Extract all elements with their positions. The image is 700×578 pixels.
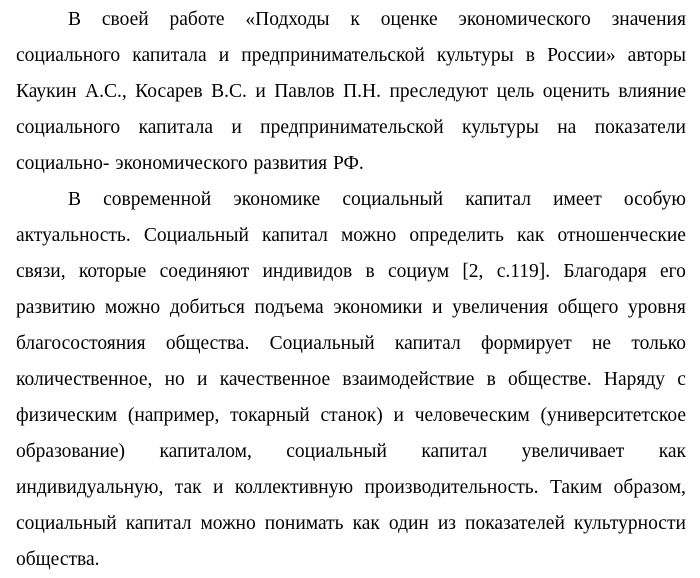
text-line (16, 146, 686, 182)
word: подъема (254, 297, 324, 318)
text-line (16, 38, 686, 74)
word: социум (387, 261, 450, 282)
word: отношенческие (557, 225, 686, 246)
word: уровня (628, 297, 686, 318)
word: коллективную (234, 477, 354, 498)
word: России» (547, 45, 616, 66)
word: предпринимательской (241, 45, 425, 66)
word: в (365, 261, 375, 282)
word: Благодаря (563, 261, 647, 282)
word: имеет (553, 189, 602, 210)
word: и (255, 81, 266, 102)
word: влияние (618, 81, 686, 102)
word: но (164, 369, 185, 390)
word: капитала (138, 117, 213, 138)
text-line (16, 290, 686, 326)
word: Каукин (16, 81, 77, 102)
word: работе (169, 9, 225, 30)
word: токарный (230, 405, 310, 426)
word: связи, (16, 261, 66, 282)
word: показатели (594, 117, 686, 138)
word: А.С., (84, 81, 127, 102)
word: социальный (342, 189, 444, 210)
word: предпринимательской (260, 117, 444, 138)
word: оценить (542, 81, 610, 102)
word: «Подходы (245, 9, 330, 30)
word: один (388, 513, 429, 534)
word: РФ. (333, 153, 364, 174)
word: человеческим (414, 405, 530, 426)
word: цель (496, 81, 535, 102)
word: в (525, 45, 535, 66)
word: (например, (127, 405, 220, 426)
word: обществе. (508, 369, 592, 390)
word: социально- (16, 153, 116, 174)
word: увеличения (452, 297, 549, 318)
word: особую (623, 189, 686, 210)
word: Косарев (135, 81, 203, 102)
word: общего (557, 297, 619, 318)
text-line (16, 434, 686, 470)
word: добиться (169, 297, 245, 318)
word: (университетское (540, 405, 686, 426)
text-line (16, 182, 686, 218)
word: капиталом, (159, 441, 252, 462)
word: и (432, 297, 443, 318)
word: так (174, 477, 202, 498)
word: своей (101, 9, 149, 30)
word: и (231, 117, 242, 138)
word: определить (409, 225, 504, 246)
word: Социальный (269, 333, 375, 354)
text-line (16, 542, 686, 578)
word: понимать (264, 513, 344, 534)
word: и (393, 405, 404, 426)
word: с.119]. (496, 261, 551, 282)
word: на (557, 117, 577, 138)
word: развития (253, 153, 334, 174)
word: культуры (436, 45, 514, 66)
word: из (437, 513, 457, 534)
text-line (16, 326, 686, 362)
word: социального (16, 45, 121, 66)
word: капитал (421, 441, 488, 462)
word: капитала (132, 45, 207, 66)
word: можно (200, 513, 256, 534)
word: капитал (125, 513, 192, 534)
word: только (631, 333, 686, 354)
word: как (658, 441, 686, 462)
word: Таким (549, 477, 603, 498)
word: социальный (286, 441, 387, 462)
word: социального (16, 117, 121, 138)
word: оценке (380, 9, 438, 30)
word: Наряду (603, 369, 666, 390)
word: с (677, 369, 686, 390)
word: развитию (16, 297, 96, 318)
word: В (68, 9, 82, 30)
word: как (517, 225, 545, 246)
word: общества. (16, 549, 100, 570)
word: П.Н. (343, 81, 381, 102)
word: экономике (233, 189, 321, 210)
word: актуальность. (16, 225, 131, 246)
word: культуры (462, 117, 539, 138)
word: социальный (16, 513, 117, 534)
word: взаимодействие (342, 369, 475, 390)
text-line (16, 254, 686, 290)
word: увеличивает (521, 441, 625, 462)
text-line (16, 506, 686, 542)
word: общества. (165, 333, 250, 354)
word: его (659, 261, 686, 282)
word: и (218, 45, 230, 66)
text-line (16, 398, 686, 434)
word: и (197, 369, 208, 390)
word: капитал (394, 333, 461, 354)
word: производительность. (364, 477, 539, 498)
word: [2, (462, 261, 484, 282)
word: индивидов (262, 261, 353, 282)
word: экономического (458, 9, 591, 30)
word: преследуют (389, 81, 489, 102)
word: которые (78, 261, 147, 282)
word: экономического (115, 153, 254, 174)
word: к (350, 9, 360, 30)
word: показателей (465, 513, 565, 534)
word: образом, (613, 477, 686, 498)
word: можно (104, 297, 161, 318)
word: капитал (262, 225, 328, 246)
word: можно (340, 225, 397, 246)
text-line (16, 218, 686, 254)
text-line (16, 362, 686, 398)
word: физическим (16, 405, 118, 426)
word: авторы (627, 45, 686, 66)
text-line (16, 2, 686, 38)
word: количественное, (16, 369, 153, 390)
word: в (486, 369, 496, 390)
word: и (213, 477, 224, 498)
word: В (68, 189, 82, 210)
word: формирует (480, 333, 572, 354)
word: благосостояния (16, 333, 146, 354)
paragraph-1 (16, 2, 686, 182)
text-line (16, 470, 686, 506)
word: качественное (219, 369, 331, 390)
word: В.С. (211, 81, 247, 102)
word: не (592, 333, 612, 354)
word: культурности (573, 513, 686, 534)
word: Павлов (274, 81, 335, 102)
paragraph-2 (16, 182, 686, 578)
word: экономики (333, 297, 423, 318)
word: значения (611, 9, 686, 30)
word: станок) (320, 405, 383, 426)
word: современной (103, 189, 212, 210)
word: индивидуальную, (16, 477, 164, 498)
word: образование) (16, 441, 126, 462)
word: как (352, 513, 380, 534)
word: капитал (465, 189, 531, 210)
text-line (16, 74, 686, 110)
word: соединяют (159, 261, 250, 282)
word: Социальный (143, 225, 249, 246)
text-line (16, 110, 686, 146)
